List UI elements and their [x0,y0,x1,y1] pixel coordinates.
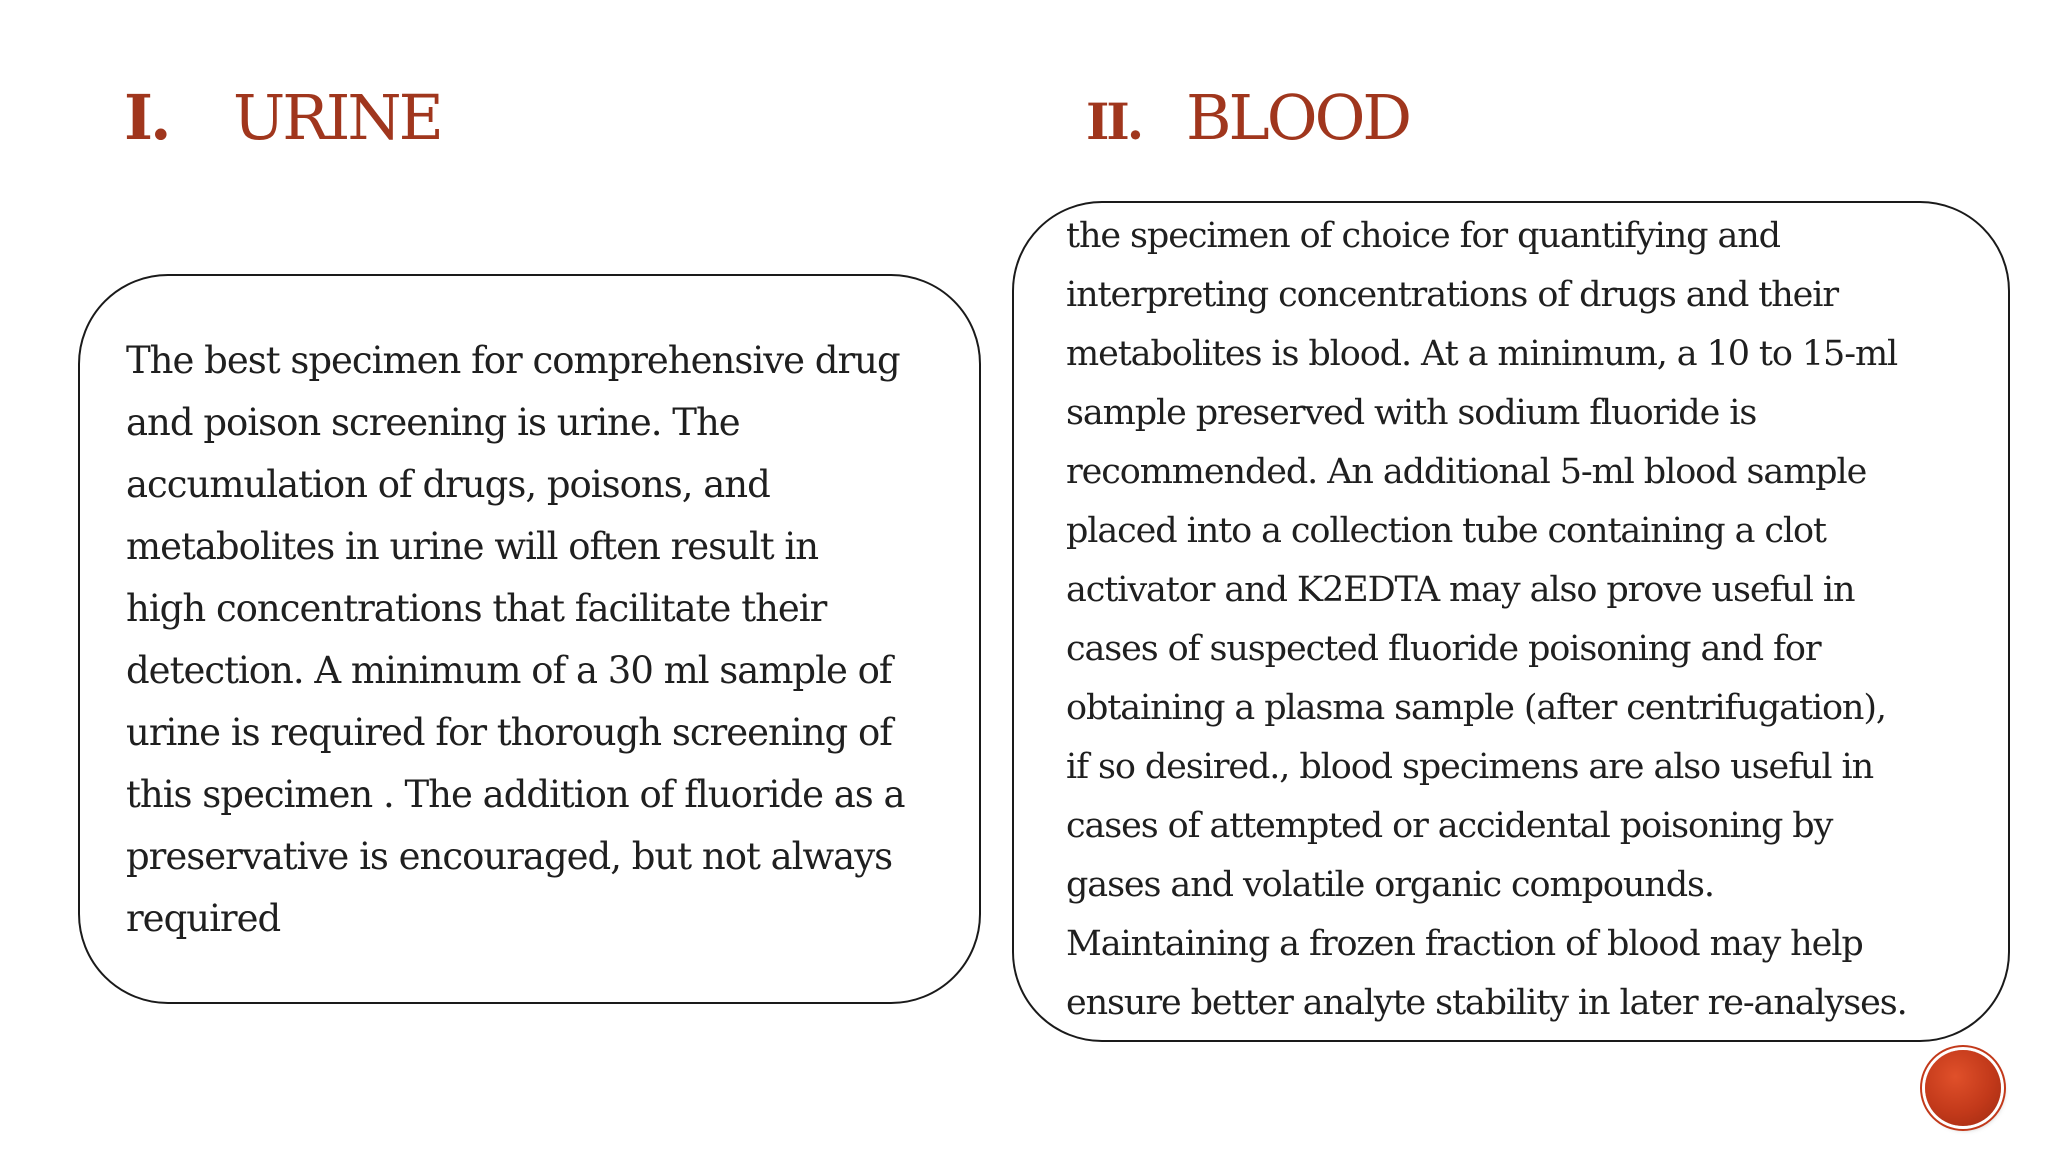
blood-line: recommended. An additional 5-ml blood sample [1066,452,1867,492]
blood-line: ensure better analyte stability in later re-analyses. [1066,983,1907,1023]
blood-line: activator and K2EDTA may also prove useful in [1066,570,1855,610]
blood-line: cases of attempted or accidental poisoning by [1066,806,1833,846]
urine-line: The best specimen for comprehensive drug [126,339,900,382]
urine-line: metabolites in urine will often result in [126,525,819,568]
blood-line: sample preserved with sodium fluoride is [1066,393,1757,433]
blood-line: gases and volatile organic compounds. [1066,865,1714,905]
urine-heading-title: URINE [233,81,441,154]
urine-line: and poison screening is urine. The [126,401,740,444]
blood-line: obtaining a plasma sample (after centrifugation), [1066,688,1886,728]
blood-line: the specimen of choice for quantifying and [1066,216,1780,256]
urine-line: detection. A minimum of a 30 ml sample of [126,649,892,692]
blood-heading-title: BLOOD [1186,81,1410,154]
urine-line: preservative is encouraged, but not always [126,835,893,878]
blood-heading-number: II. [1086,92,1142,151]
blood-line: if so desired., blood specimens are also useful in [1066,747,1874,787]
blood-paragraph [1066,207,1907,1033]
urine-line: this specimen . The addition of fluoride as a [126,773,905,816]
next-slide-circle-icon[interactable] [1925,1050,2001,1126]
urine-heading [124,78,441,158]
urine-heading-number: I. [124,81,169,154]
blood-line: Maintaining a frozen fraction of blood may help [1066,924,1863,964]
urine-line: accumulation of drugs, poisons, and [126,463,770,506]
blood-line: cases of suspected fluoride poisoning and for [1066,629,1821,669]
blood-line: placed into a collection tube containing a clot [1066,511,1826,551]
blood-heading [1086,78,1409,162]
urine-line: high concentrations that facilitate their [126,587,827,630]
urine-line: required [126,897,281,940]
urine-paragraph [126,330,905,950]
blood-line: metabolites is blood. At a minimum, a 10 to 15-ml [1066,334,1898,374]
blood-line: interpreting concentrations of drugs and their [1066,275,1839,315]
urine-line: urine is required for thorough screening of [126,711,892,754]
